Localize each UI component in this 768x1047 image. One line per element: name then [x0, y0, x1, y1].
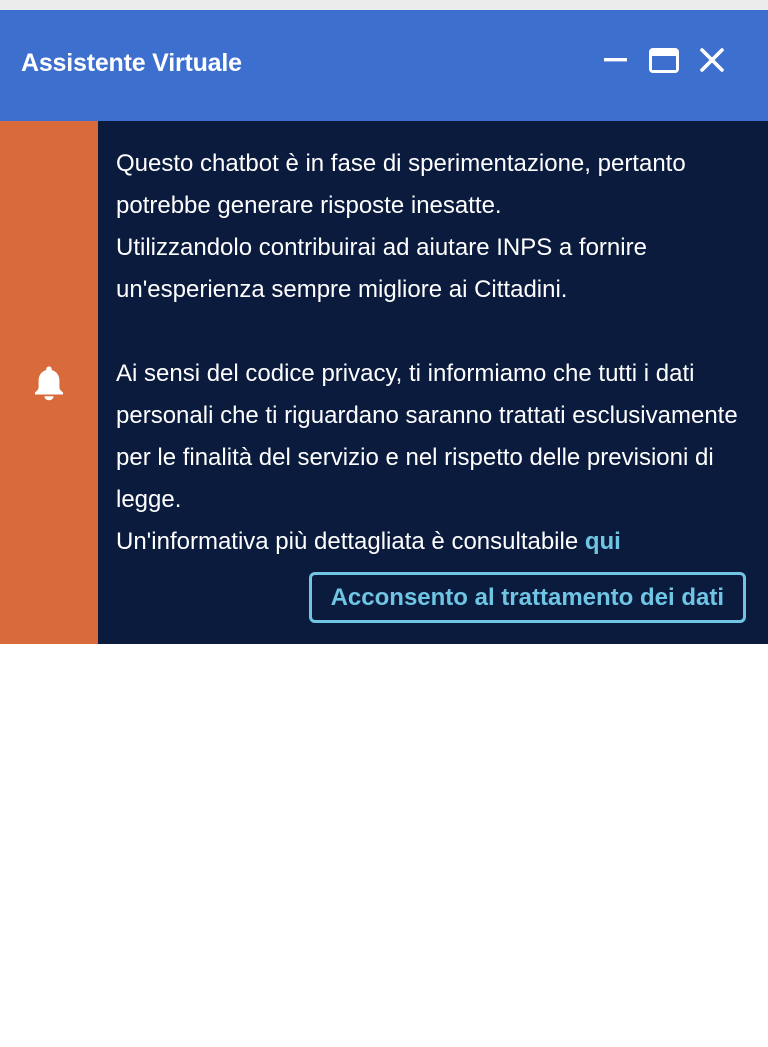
window-title: Assistente Virtuale [21, 49, 242, 77]
window-controls [592, 40, 736, 80]
minimize-button[interactable] [592, 40, 640, 80]
info-text: Un'informativa più dettagliata è consultabile [116, 528, 585, 555]
maximize-button[interactable] [640, 40, 688, 80]
notice-text-contribution: Utilizzandolo contribuirai ad aiutare INPS a fornire un'esperienza sempre migliore ai Cittadini. [116, 234, 647, 303]
privacy-notice [0, 121, 768, 644]
close-button[interactable] [688, 40, 736, 80]
minimize-icon [603, 47, 629, 73]
maximize-icon [647, 45, 681, 75]
notice-text-experimental: Questo chatbot è in fase di sperimentazione, pertanto potrebbe generare risposte inesatte. [116, 150, 686, 219]
close-icon [699, 47, 725, 73]
top-strip [0, 0, 768, 10]
bell-icon [32, 365, 66, 401]
info-link[interactable]: qui [584, 528, 621, 555]
notice-text-privacy: Ai sensi del codice privacy, ti informiamo che tutti i dati personali che ti riguardano saranno trattati esclusivamente per le finalità del servizio e nel rispetto delle previsioni di legge. [116, 360, 738, 513]
notice-side-bar [0, 121, 98, 644]
notice-body [98, 121, 768, 644]
consent-button[interactable]: Acconsento al trattamento dei dati [309, 572, 746, 623]
consent-row [116, 572, 746, 623]
spacer [116, 311, 746, 353]
notice-text-info [116, 521, 746, 563]
chat-header [0, 10, 768, 121]
